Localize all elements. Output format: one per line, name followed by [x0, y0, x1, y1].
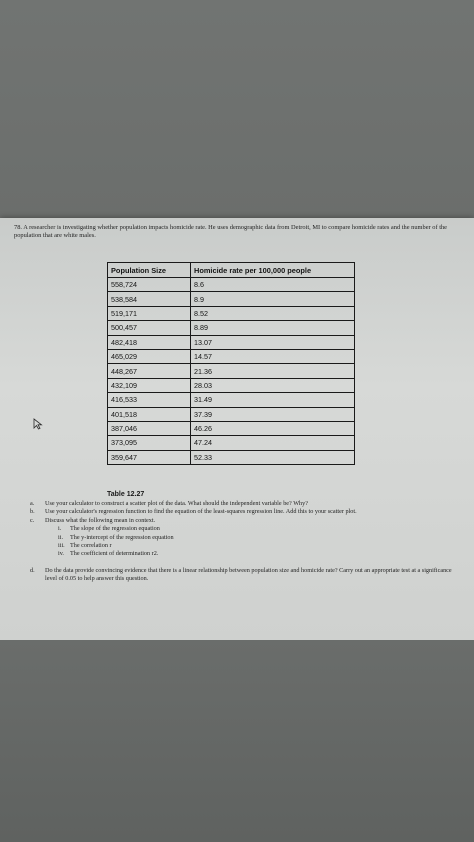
sub-question-text: The coefficient of determination r2.	[70, 550, 159, 558]
sub-question	[58, 542, 462, 550]
population-cell: 448,267	[108, 364, 191, 378]
sub-question	[58, 534, 462, 542]
question-list	[30, 500, 462, 584]
table-row	[108, 335, 355, 349]
mouse-pointer-icon	[33, 418, 43, 430]
question-letter: b.	[30, 508, 35, 516]
rate-cell: 28.03	[191, 378, 355, 392]
table-row	[108, 364, 355, 378]
sub-question-text: The correlation r	[70, 542, 112, 550]
table-row	[108, 421, 355, 435]
table-row	[108, 321, 355, 335]
question-c	[30, 517, 462, 525]
rate-cell: 8.9	[191, 292, 355, 306]
question-b	[30, 508, 462, 516]
column-header-population: Population Size	[108, 263, 191, 278]
population-cell: 359,647	[108, 450, 191, 464]
question-text: Use your calculator's regression function to find the equation of the least-squares regression line. Add this to your scatter plot.	[45, 508, 357, 516]
population-cell: 416,533	[108, 393, 191, 407]
rate-cell: 21.36	[191, 364, 355, 378]
sub-question-text: The y-intercept of the regression equation	[70, 533, 174, 541]
population-cell: 500,457	[108, 321, 191, 335]
table-row	[108, 349, 355, 363]
population-cell: 558,724	[108, 278, 191, 292]
sub-question-number: iii.	[58, 542, 65, 550]
sub-question	[58, 525, 462, 533]
rate-cell: 8.6	[191, 278, 355, 292]
sub-question-number: ii.	[58, 533, 63, 541]
population-cell: 373,095	[108, 436, 191, 450]
sub-question-text: The slope of the regression equation	[70, 525, 160, 533]
population-cell: 519,171	[108, 306, 191, 320]
population-cell: 432,109	[108, 378, 191, 392]
population-cell: 482,418	[108, 335, 191, 349]
table-row	[108, 378, 355, 392]
population-cell: 401,518	[108, 407, 191, 421]
population-cell: 387,046	[108, 421, 191, 435]
population-cell: 465,029	[108, 349, 191, 363]
table-row	[108, 393, 355, 407]
table-row	[108, 278, 355, 292]
question-text: Use your calculator to construct a scatter plot of the data. What should the independent variable be? Why?	[45, 500, 308, 507]
question-d	[30, 567, 462, 584]
sub-question	[58, 550, 462, 558]
sub-question-number: iv.	[58, 550, 64, 558]
sub-question-list	[58, 525, 462, 559]
table-row	[108, 436, 355, 450]
rate-cell: 8.52	[191, 306, 355, 320]
population-cell: 538,584	[108, 292, 191, 306]
table-row	[108, 292, 355, 306]
problem-statement: 78. A researcher is investigating whether population impacts homicide rate. He uses demographic data from Detroit, MI to compare homicide rates and the number of the population that are white males.	[14, 224, 448, 239]
table-caption: Table 12.27	[107, 491, 145, 498]
table-header-row	[108, 263, 355, 278]
rate-cell: 52.33	[191, 450, 355, 464]
background-top	[0, 0, 474, 218]
rate-cell: 46.26	[191, 421, 355, 435]
rate-cell: 31.49	[191, 393, 355, 407]
data-table	[107, 262, 355, 465]
rate-cell: 37.39	[191, 407, 355, 421]
question-letter: a.	[30, 500, 35, 507]
spacer	[30, 559, 462, 567]
background-bottom	[0, 640, 474, 842]
column-header-homicide-rate: Homicide rate per 100,000 people	[191, 263, 355, 278]
sub-question-number: i.	[58, 525, 62, 533]
rate-cell: 47.24	[191, 436, 355, 450]
table-row	[108, 450, 355, 464]
rate-cell: 14.57	[191, 349, 355, 363]
question-text: Discuss what the following mean in context.	[45, 516, 156, 524]
question-a	[30, 500, 462, 508]
question-letter: d.	[30, 566, 35, 574]
table-row	[108, 407, 355, 421]
question-text: Do the data provide convincing evidence that there is a linear relationship between population size and homicide rate? Carry out an appropriate test at a significance level of 0.05 to help answer this question.	[45, 566, 452, 583]
question-letter: c.	[30, 516, 35, 524]
rate-cell: 13.07	[191, 335, 355, 349]
table-row	[108, 306, 355, 320]
rate-cell: 8.89	[191, 321, 355, 335]
